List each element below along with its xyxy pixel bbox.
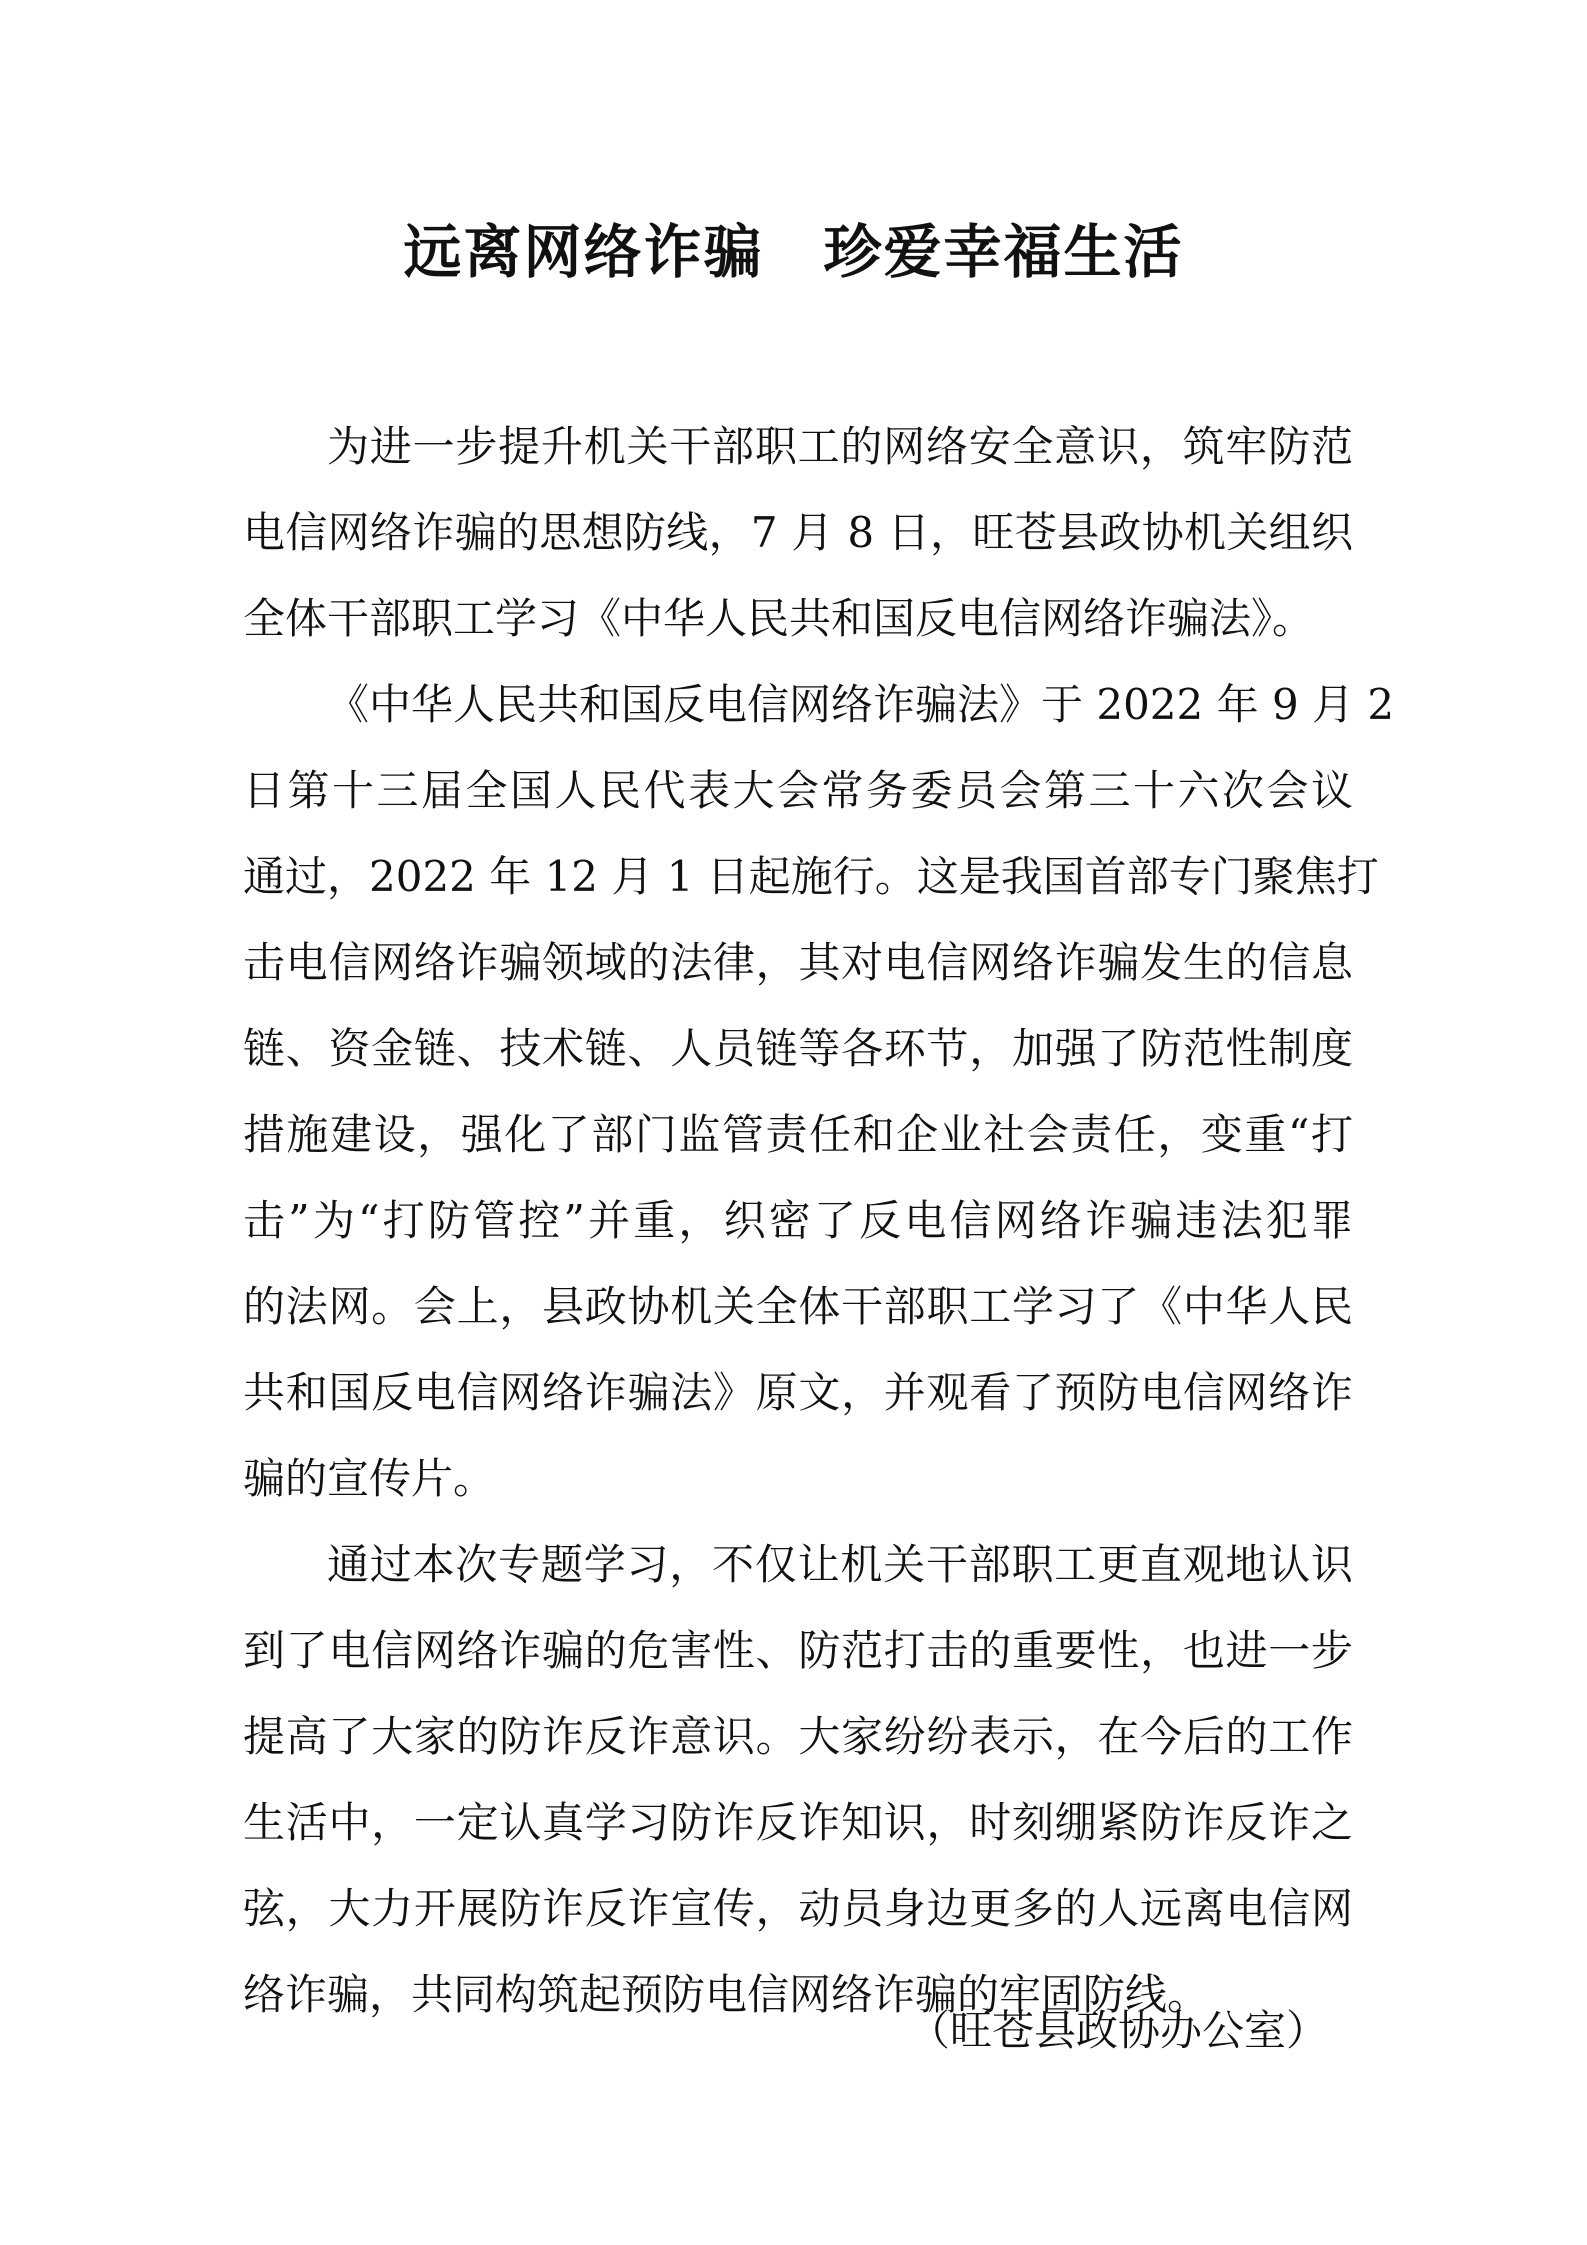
paragraph-2-line-9: 共和国反电信网络诈骗法》原文，并观看了预防电信网络诈 <box>243 1368 1353 1417</box>
paragraph-3-line-4: 生活中，一定认真学习防诈反诈知识，时刻绷紧防诈反诈之 <box>243 1798 1353 1847</box>
document-signature: （旺苍县政协办公室） <box>907 2006 1328 2055</box>
paragraph-2-line-7: 击”为“打防管控”并重，织密了反电信网络诈骗违法犯罪 <box>243 1196 1353 1245</box>
paragraph-2-line-8: 的法网。会上，县政协机关全体干部职工学习了《中华人民 <box>243 1282 1353 1331</box>
paragraph-3-line-1: 通过本次专题学习，不仅让机关干部职工更直观地认识 <box>327 1540 1353 1589</box>
paragraph-3-line-6: 络诈骗，共同构筑起预防电信网络诈骗的牢固防线。 <box>243 1970 1210 2019</box>
paragraph-2-line-10: 骗的宣传片。 <box>243 1454 496 1503</box>
paragraph-2-line-3: 通过，2022 年 12 月 1 日起施行。这是我国首部专门聚焦打 <box>243 852 1379 901</box>
paragraph-2-line-4: 击电信网络诈骗领域的法律，其对电信网络诈骗发生的信息 <box>243 938 1353 987</box>
paragraph-3-line-5: 弦，大力开展防诈反诈宣传，动员身边更多的人远离电信网 <box>243 1884 1353 1933</box>
paragraph-3-line-2: 到了电信网络诈骗的危害性、防范打击的重要性，也进一步 <box>243 1626 1353 1675</box>
paragraph-2-line-5: 链、资金链、技术链、人员链等各环节，加强了防范性制度 <box>243 1024 1353 1073</box>
document-body <box>243 404 1395 2038</box>
paragraph-2-line-6: 措施建设，强化了部门监管责任和企业社会责任，变重“打 <box>243 1110 1353 1159</box>
paragraph-1-line-3: 全体干部职工学习《中华人民共和国反电信网络诈骗法》。 <box>243 594 1315 643</box>
document-title: 远离网络诈骗 珍爱幸福生活 <box>403 218 1184 286</box>
paragraph-2-line-1: 《中华人民共和国反电信网络诈骗法》于 2022 年 9 月 2 <box>327 680 1395 729</box>
paragraph-1-line-1: 为进一步提升机关干部职工的网络安全意识，筑牢防范 <box>327 422 1353 471</box>
paragraph-1-line-2: 电信网络诈骗的思想防线，7 月 8 日，旺苍县政协机关组织 <box>243 508 1353 557</box>
paragraph-2-line-2: 日第十三届全国人民代表大会常务委员会第三十六次会议 <box>243 766 1353 815</box>
paragraph-3-line-3: 提高了大家的防诈反诈意识。大家纷纷表示，在今后的工作 <box>243 1712 1353 1761</box>
